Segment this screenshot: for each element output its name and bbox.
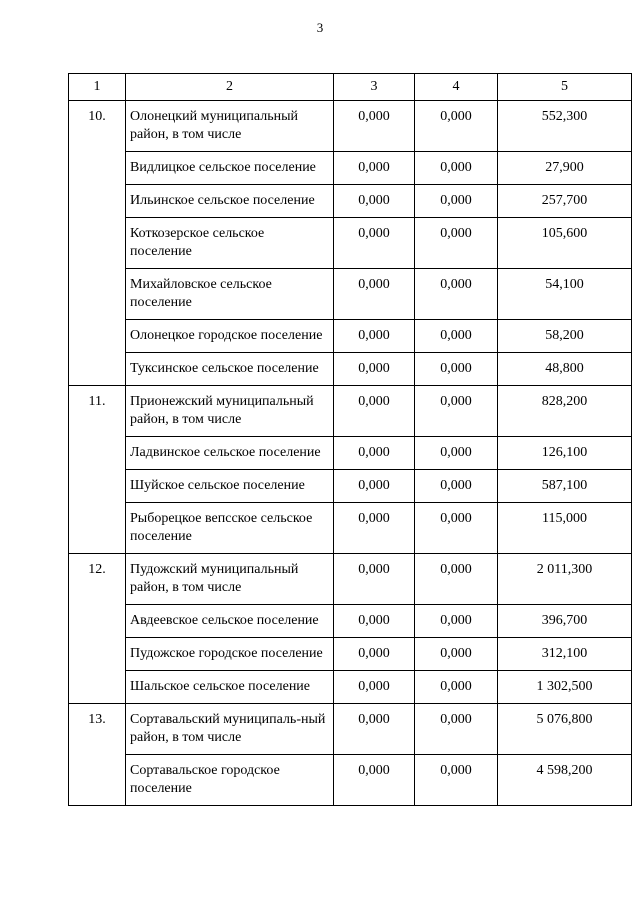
column-5-value-cell: 396,700 xyxy=(498,605,632,638)
column-3-value-cell: 0,000 xyxy=(334,437,415,470)
table-row xyxy=(69,755,632,806)
column-4-value-cell: 0,000 xyxy=(415,353,498,386)
table-row xyxy=(69,638,632,671)
column-3-value-cell: 0,000 xyxy=(334,101,415,152)
column-3-value-cell: 0,000 xyxy=(334,269,415,320)
table-row xyxy=(69,437,632,470)
table-row xyxy=(69,704,632,755)
territory-name-cell: Шальское сельское поселение xyxy=(126,671,334,704)
header-cell-2: 2 xyxy=(126,74,334,101)
column-3-value-cell: 0,000 xyxy=(334,320,415,353)
table-header-row xyxy=(69,74,632,101)
column-4-value-cell: 0,000 xyxy=(415,470,498,503)
table-row xyxy=(69,470,632,503)
territory-name-cell: Сортавальский муниципаль-ный район, в том числе xyxy=(126,704,334,755)
territory-name-cell: Прионежский муниципальный район, в том числе xyxy=(126,386,334,437)
territory-name-cell: Рыборецкое вепсское сельское поселение xyxy=(126,503,334,554)
table-row xyxy=(69,320,632,353)
column-3-value-cell: 0,000 xyxy=(334,470,415,503)
territory-name-cell: Туксинское сельское поселение xyxy=(126,353,334,386)
table-row xyxy=(69,605,632,638)
column-5-value-cell: 552,300 xyxy=(498,101,632,152)
territory-name-cell: Ладвинское сельское поселение xyxy=(126,437,334,470)
row-number-cell: 12. xyxy=(69,554,126,704)
column-5-value-cell: 2 011,300 xyxy=(498,554,632,605)
table-row xyxy=(69,218,632,269)
row-number-cell: 10. xyxy=(69,101,126,386)
table-body xyxy=(69,74,632,806)
column-4-value-cell: 0,000 xyxy=(415,704,498,755)
page-number: 3 xyxy=(316,20,324,35)
territory-name-cell: Коткозерское сельское поселение xyxy=(126,218,334,269)
column-5-value-cell: 115,000 xyxy=(498,503,632,554)
column-3-value-cell: 0,000 xyxy=(334,671,415,704)
column-4-value-cell: 0,000 xyxy=(415,503,498,554)
column-5-value-cell: 5 076,800 xyxy=(498,704,632,755)
data-table xyxy=(68,73,632,806)
column-5-value-cell: 4 598,200 xyxy=(498,755,632,806)
header-cell-4: 4 xyxy=(415,74,498,101)
territory-name-cell: Шуйское сельское поселение xyxy=(126,470,334,503)
column-4-value-cell: 0,000 xyxy=(415,269,498,320)
column-4-value-cell: 0,000 xyxy=(415,605,498,638)
column-4-value-cell: 0,000 xyxy=(415,386,498,437)
table-row xyxy=(69,152,632,185)
territory-name-cell: Пудожское городское поселение xyxy=(126,638,334,671)
column-3-value-cell: 0,000 xyxy=(334,386,415,437)
column-3-value-cell: 0,000 xyxy=(334,704,415,755)
column-3-value-cell: 0,000 xyxy=(334,503,415,554)
column-3-value-cell: 0,000 xyxy=(334,755,415,806)
table-row xyxy=(69,671,632,704)
column-3-value-cell: 0,000 xyxy=(334,353,415,386)
table-row xyxy=(69,185,632,218)
column-5-value-cell: 126,100 xyxy=(498,437,632,470)
column-4-value-cell: 0,000 xyxy=(415,638,498,671)
table-row xyxy=(69,353,632,386)
column-4-value-cell: 0,000 xyxy=(415,101,498,152)
column-4-value-cell: 0,000 xyxy=(415,152,498,185)
column-5-value-cell: 257,700 xyxy=(498,185,632,218)
header-cell-1: 1 xyxy=(69,74,126,101)
header-cell-5: 5 xyxy=(498,74,632,101)
row-number-cell: 13. xyxy=(69,704,126,806)
territory-name-cell: Сортавальское городское поселение xyxy=(126,755,334,806)
territory-name-cell: Авдеевское сельское поселение xyxy=(126,605,334,638)
territory-name-cell: Видлицкое сельское поселение xyxy=(126,152,334,185)
column-3-value-cell: 0,000 xyxy=(334,185,415,218)
column-5-value-cell: 54,100 xyxy=(498,269,632,320)
column-4-value-cell: 0,000 xyxy=(415,554,498,605)
column-3-value-cell: 0,000 xyxy=(334,605,415,638)
column-3-value-cell: 0,000 xyxy=(334,218,415,269)
column-4-value-cell: 0,000 xyxy=(415,320,498,353)
territory-name-cell: Олонецкое городское поселение xyxy=(126,320,334,353)
column-5-value-cell: 48,800 xyxy=(498,353,632,386)
column-5-value-cell: 105,600 xyxy=(498,218,632,269)
column-5-value-cell: 27,900 xyxy=(498,152,632,185)
table-row xyxy=(69,386,632,437)
row-number-cell: 11. xyxy=(69,386,126,554)
column-3-value-cell: 0,000 xyxy=(334,152,415,185)
table-row xyxy=(69,269,632,320)
column-5-value-cell: 828,200 xyxy=(498,386,632,437)
column-5-value-cell: 312,100 xyxy=(498,638,632,671)
territory-name-cell: Пудожский муниципальный район, в том числе xyxy=(126,554,334,605)
territory-name-cell: Михайловское сельское поселение xyxy=(126,269,334,320)
territory-name-cell: Ильинское сельское поселение xyxy=(126,185,334,218)
column-3-value-cell: 0,000 xyxy=(334,554,415,605)
header-cell-3: 3 xyxy=(334,74,415,101)
column-5-value-cell: 1 302,500 xyxy=(498,671,632,704)
table-row xyxy=(69,554,632,605)
column-4-value-cell: 0,000 xyxy=(415,218,498,269)
column-3-value-cell: 0,000 xyxy=(334,638,415,671)
column-4-value-cell: 0,000 xyxy=(415,671,498,704)
table-row xyxy=(69,503,632,554)
column-5-value-cell: 587,100 xyxy=(498,470,632,503)
table-row xyxy=(69,101,632,152)
column-5-value-cell: 58,200 xyxy=(498,320,632,353)
column-4-value-cell: 0,000 xyxy=(415,755,498,806)
column-4-value-cell: 0,000 xyxy=(415,437,498,470)
column-4-value-cell: 0,000 xyxy=(415,185,498,218)
territory-name-cell: Олонецкий муниципальный район, в том числе xyxy=(126,101,334,152)
